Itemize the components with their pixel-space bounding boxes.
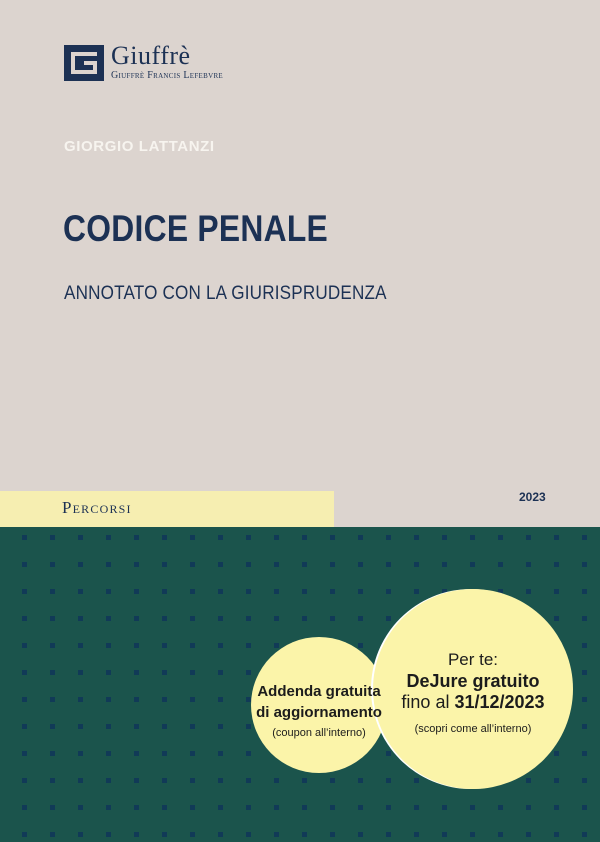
pattern-dot xyxy=(50,616,55,621)
pattern-dot xyxy=(218,751,223,756)
pattern-dot xyxy=(526,589,531,594)
pattern-dot xyxy=(218,670,223,675)
pattern-dot xyxy=(582,562,587,567)
pattern-dot xyxy=(134,643,139,648)
pattern-dot xyxy=(106,697,111,702)
pattern-dot xyxy=(554,832,559,837)
book-title: CODICE PENALE xyxy=(63,208,329,249)
pattern-dot xyxy=(134,697,139,702)
publisher-subtitle: Giuffrè Francis Lefebvre xyxy=(111,70,223,81)
pattern-dot xyxy=(414,778,419,783)
publisher-logo xyxy=(64,41,223,82)
author-name: GIORGIO LATTANZI xyxy=(64,138,215,155)
addenda-line2: di aggiornamento xyxy=(256,704,382,721)
pattern-dot xyxy=(470,562,475,567)
dejure-date-prefix: fino al xyxy=(401,692,455,712)
pattern-dot xyxy=(330,562,335,567)
pattern-dot xyxy=(498,832,503,837)
publisher-name: Giuffrè xyxy=(111,41,191,70)
pattern-dot xyxy=(78,589,83,594)
pattern-dot xyxy=(386,616,391,621)
pattern-dot xyxy=(190,616,195,621)
pattern-dot xyxy=(414,805,419,810)
pattern-dot xyxy=(106,616,111,621)
pattern-dot xyxy=(554,562,559,567)
pattern-dot xyxy=(190,697,195,702)
pattern-dot xyxy=(134,670,139,675)
pattern-dot xyxy=(134,832,139,837)
pattern-dot xyxy=(50,535,55,540)
pattern-dot xyxy=(358,616,363,621)
pattern-dot xyxy=(134,616,139,621)
pattern-dot xyxy=(358,805,363,810)
addenda-text xyxy=(245,681,393,723)
pattern-dot xyxy=(78,778,83,783)
pattern-dot xyxy=(302,832,307,837)
pattern-dot xyxy=(246,778,251,783)
pattern-dot xyxy=(162,589,167,594)
pattern-dot xyxy=(22,589,27,594)
pattern-dot xyxy=(50,670,55,675)
pattern-dot xyxy=(106,778,111,783)
pattern-dot xyxy=(582,778,587,783)
pattern-dot xyxy=(330,778,335,783)
pattern-dot xyxy=(274,535,279,540)
pattern-dot xyxy=(134,724,139,729)
pattern-dot xyxy=(106,724,111,729)
pattern-dot xyxy=(358,535,363,540)
pattern-dot xyxy=(526,562,531,567)
pattern-dot xyxy=(526,778,531,783)
pattern-dot xyxy=(50,697,55,702)
pattern-dot xyxy=(414,535,419,540)
pattern-dot xyxy=(22,562,27,567)
pattern-dot xyxy=(190,670,195,675)
pattern-dot xyxy=(386,751,391,756)
pattern-dot xyxy=(218,562,223,567)
pattern-dot xyxy=(106,805,111,810)
pattern-dot xyxy=(22,643,27,648)
pattern-dot xyxy=(330,832,335,837)
pattern-dot xyxy=(190,832,195,837)
pattern-dot xyxy=(554,805,559,810)
pattern-dot xyxy=(134,589,139,594)
pattern-dot xyxy=(442,535,447,540)
pattern-dot xyxy=(498,562,503,567)
coupon-note: (coupon all’interno) xyxy=(272,727,366,739)
pattern-dot xyxy=(582,643,587,648)
pattern-dot xyxy=(358,589,363,594)
pattern-dot xyxy=(22,805,27,810)
pattern-dot xyxy=(302,535,307,540)
pattern-dot xyxy=(358,778,363,783)
pattern-dot xyxy=(106,589,111,594)
pattern-dot xyxy=(218,805,223,810)
pattern-dot xyxy=(50,751,55,756)
pattern-dot xyxy=(582,751,587,756)
pattern-dot xyxy=(330,535,335,540)
pattern-dot xyxy=(22,724,27,729)
pattern-dot xyxy=(386,805,391,810)
pattern-dot xyxy=(274,832,279,837)
pattern-dot xyxy=(78,724,83,729)
pattern-dot xyxy=(442,832,447,837)
pattern-dot xyxy=(330,805,335,810)
pattern-dot xyxy=(554,778,559,783)
pattern-dot xyxy=(106,562,111,567)
pattern-dot xyxy=(190,751,195,756)
pattern-dot xyxy=(218,643,223,648)
pattern-dot xyxy=(134,562,139,567)
pattern-dot xyxy=(50,724,55,729)
pattern-dot xyxy=(218,589,223,594)
book-subtitle: ANNOTATO CON LA GIURISPRUDENZA xyxy=(64,283,387,304)
pattern-dot xyxy=(78,805,83,810)
pattern-dot xyxy=(134,751,139,756)
pattern-dot xyxy=(78,535,83,540)
pattern-dot xyxy=(162,697,167,702)
pattern-dot xyxy=(386,562,391,567)
pattern-dot xyxy=(582,616,587,621)
dejure-date-line xyxy=(373,692,573,713)
pattern-dot xyxy=(162,832,167,837)
pattern-dot xyxy=(470,535,475,540)
giuffre-logo-icon xyxy=(64,45,104,81)
pattern-dot xyxy=(330,616,335,621)
pattern-dot xyxy=(78,751,83,756)
pattern-dot xyxy=(134,535,139,540)
pattern-dot xyxy=(274,616,279,621)
pattern-dot xyxy=(190,643,195,648)
pattern-dot xyxy=(106,751,111,756)
pattern-dot xyxy=(78,832,83,837)
dejure-headline: DeJure gratuito xyxy=(406,671,540,691)
pattern-dot xyxy=(554,535,559,540)
pattern-dot xyxy=(470,832,475,837)
pattern-dot xyxy=(134,778,139,783)
pattern-dot xyxy=(302,805,307,810)
pattern-dot xyxy=(50,832,55,837)
pattern-dot xyxy=(526,805,531,810)
pattern-dot xyxy=(554,589,559,594)
pattern-dot xyxy=(190,724,195,729)
pattern-dot xyxy=(162,778,167,783)
pattern-dot xyxy=(22,751,27,756)
pattern-dot xyxy=(162,643,167,648)
pattern-dot xyxy=(526,832,531,837)
pattern-dot xyxy=(162,562,167,567)
pattern-dot xyxy=(470,805,475,810)
pattern-dot xyxy=(414,589,419,594)
pattern-dot xyxy=(218,697,223,702)
pattern-dot xyxy=(218,778,223,783)
pattern-dot xyxy=(246,670,251,675)
pattern-dot xyxy=(22,670,27,675)
pattern-dot xyxy=(50,643,55,648)
pattern-dot xyxy=(442,805,447,810)
edition-year: 2023 xyxy=(519,490,546,504)
pattern-dot xyxy=(386,535,391,540)
dejure-date: 31/12/2023 xyxy=(454,692,545,712)
pattern-dot xyxy=(386,589,391,594)
pattern-dot xyxy=(50,778,55,783)
pattern-dot xyxy=(526,535,531,540)
pattern-dot xyxy=(190,778,195,783)
pattern-dot xyxy=(162,616,167,621)
pattern-dot xyxy=(274,643,279,648)
pattern-dot xyxy=(190,562,195,567)
pattern-dot xyxy=(274,778,279,783)
pattern-dot xyxy=(358,832,363,837)
pattern-dot xyxy=(50,562,55,567)
pattern-dot xyxy=(50,805,55,810)
pattern-dot xyxy=(302,778,307,783)
pattern-dot xyxy=(190,589,195,594)
pattern-dot xyxy=(190,805,195,810)
pattern-dot xyxy=(50,589,55,594)
pattern-dot xyxy=(134,805,139,810)
pattern-dot xyxy=(22,697,27,702)
pattern-dot xyxy=(78,670,83,675)
pattern-dot xyxy=(358,643,363,648)
pattern-dot xyxy=(22,832,27,837)
pattern-dot xyxy=(106,832,111,837)
pattern-dot xyxy=(302,589,307,594)
pattern-dot xyxy=(218,724,223,729)
pattern-dot xyxy=(162,535,167,540)
pattern-dot xyxy=(162,805,167,810)
pattern-dot xyxy=(302,616,307,621)
pattern-dot xyxy=(246,832,251,837)
pattern-dot xyxy=(22,535,27,540)
dejure-intro: Per te: xyxy=(447,650,499,669)
pattern-dot xyxy=(274,562,279,567)
addenda-line1: Addenda gratuita xyxy=(257,683,381,700)
pattern-dot xyxy=(414,562,419,567)
series-band xyxy=(0,491,334,527)
pattern-dot xyxy=(190,535,195,540)
pattern-dot xyxy=(106,643,111,648)
pattern-dot xyxy=(162,751,167,756)
pattern-dot xyxy=(78,562,83,567)
pattern-dot xyxy=(78,616,83,621)
pattern-dot xyxy=(246,751,251,756)
pattern-dot xyxy=(106,670,111,675)
pattern-dot xyxy=(78,643,83,648)
pattern-dot xyxy=(358,562,363,567)
pattern-dot xyxy=(218,832,223,837)
dejure-note: (scopri come all’interno) xyxy=(414,723,532,735)
pattern-dot xyxy=(78,697,83,702)
pattern-dot xyxy=(582,589,587,594)
pattern-dot xyxy=(554,616,559,621)
pattern-dot xyxy=(414,832,419,837)
pattern-dot xyxy=(246,535,251,540)
pattern-dot xyxy=(582,724,587,729)
pattern-dot xyxy=(554,751,559,756)
pattern-dot xyxy=(442,562,447,567)
pattern-dot xyxy=(386,832,391,837)
pattern-dot xyxy=(582,535,587,540)
pattern-dot xyxy=(162,724,167,729)
pattern-dot xyxy=(274,805,279,810)
pattern-dot xyxy=(582,805,587,810)
pattern-dot xyxy=(246,643,251,648)
pattern-dot xyxy=(22,778,27,783)
pattern-dot xyxy=(246,562,251,567)
pattern-dot xyxy=(218,535,223,540)
pattern-dot xyxy=(302,562,307,567)
pattern-dot xyxy=(274,589,279,594)
pattern-dot xyxy=(582,832,587,837)
pattern-dot xyxy=(106,535,111,540)
pattern-dot xyxy=(582,697,587,702)
pattern-dot xyxy=(246,589,251,594)
pattern-dot xyxy=(162,670,167,675)
pattern-dot xyxy=(582,670,587,675)
pattern-dot xyxy=(22,616,27,621)
pattern-dot xyxy=(386,778,391,783)
pattern-dot xyxy=(218,616,223,621)
series-name: Percorsi xyxy=(62,498,132,517)
pattern-dot xyxy=(330,589,335,594)
pattern-dot xyxy=(246,805,251,810)
pattern-dot xyxy=(246,616,251,621)
pattern-dot xyxy=(498,805,503,810)
pattern-dot xyxy=(498,535,503,540)
